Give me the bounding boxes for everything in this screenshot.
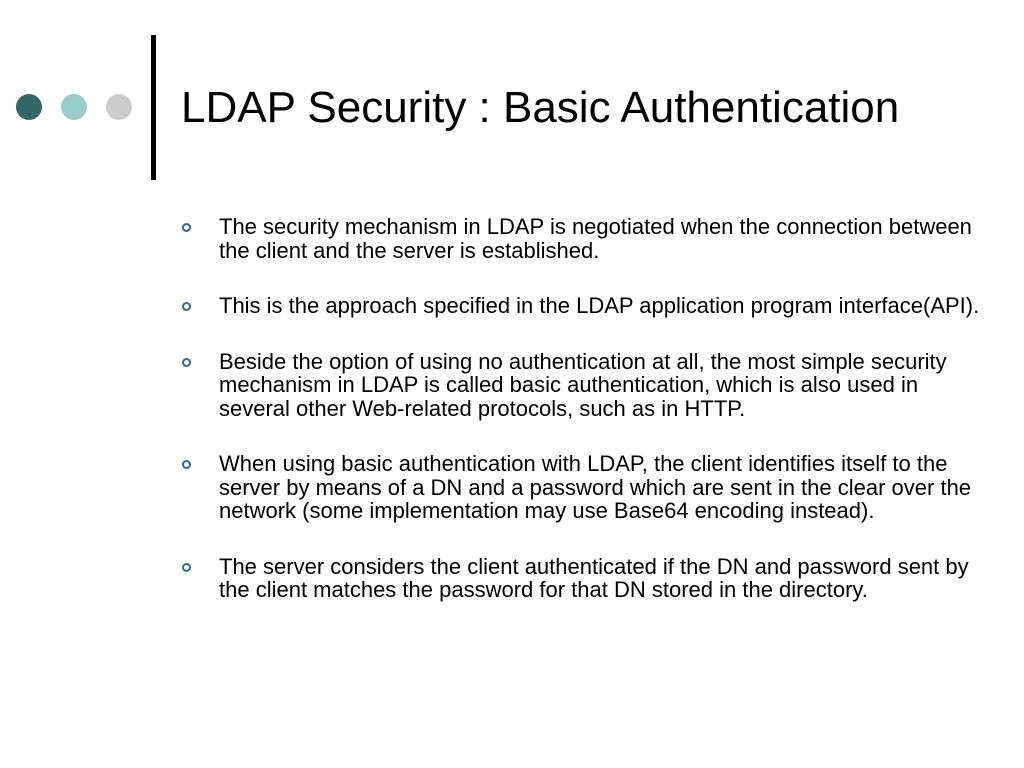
bullet-text: The security mechanism in LDAP is negotiated when the connection between the client and the server is established.	[219, 214, 972, 263]
bullet-ring-icon	[182, 460, 191, 469]
bullet-item	[181, 555, 981, 602]
bullet-text: This is the approach specified in the LDAP application program interface(API).	[219, 293, 980, 318]
bullet-text: The server considers the client authenticated if the DN and password sent by the client matches the password for that DN stored in the directory.	[219, 553, 969, 602]
bullet-item	[181, 452, 981, 523]
bullet-item	[181, 294, 981, 318]
bullet-item	[181, 215, 981, 262]
bullet-ring-icon	[182, 302, 191, 311]
bullet-item	[181, 350, 981, 421]
bullet-text: When using basic authentication with LDAP, the client identifies itself to the server by means of a DN and a password which are sent in the clear over the network (some implementation may use Base64 encoding instead).	[219, 451, 972, 523]
light-teal-dot-icon	[61, 94, 87, 120]
bullet-ring-icon	[182, 358, 191, 367]
decorative-dots	[16, 94, 136, 120]
bullet-list	[181, 215, 981, 634]
dark-teal-dot-icon	[16, 94, 42, 120]
bullet-text: Beside the option of using no authentication at all, the most simple security mechanism in LDAP is called basic authentication, which is also used in several other Web-related protocols, such as in HTTP.	[219, 348, 947, 421]
bullet-ring-icon	[182, 223, 191, 232]
slide-title: LDAP Security : Basic Authentication	[181, 83, 900, 132]
bullet-ring-icon	[182, 563, 191, 572]
gray-dot-icon	[106, 94, 132, 120]
title-divider-line	[151, 35, 156, 180]
